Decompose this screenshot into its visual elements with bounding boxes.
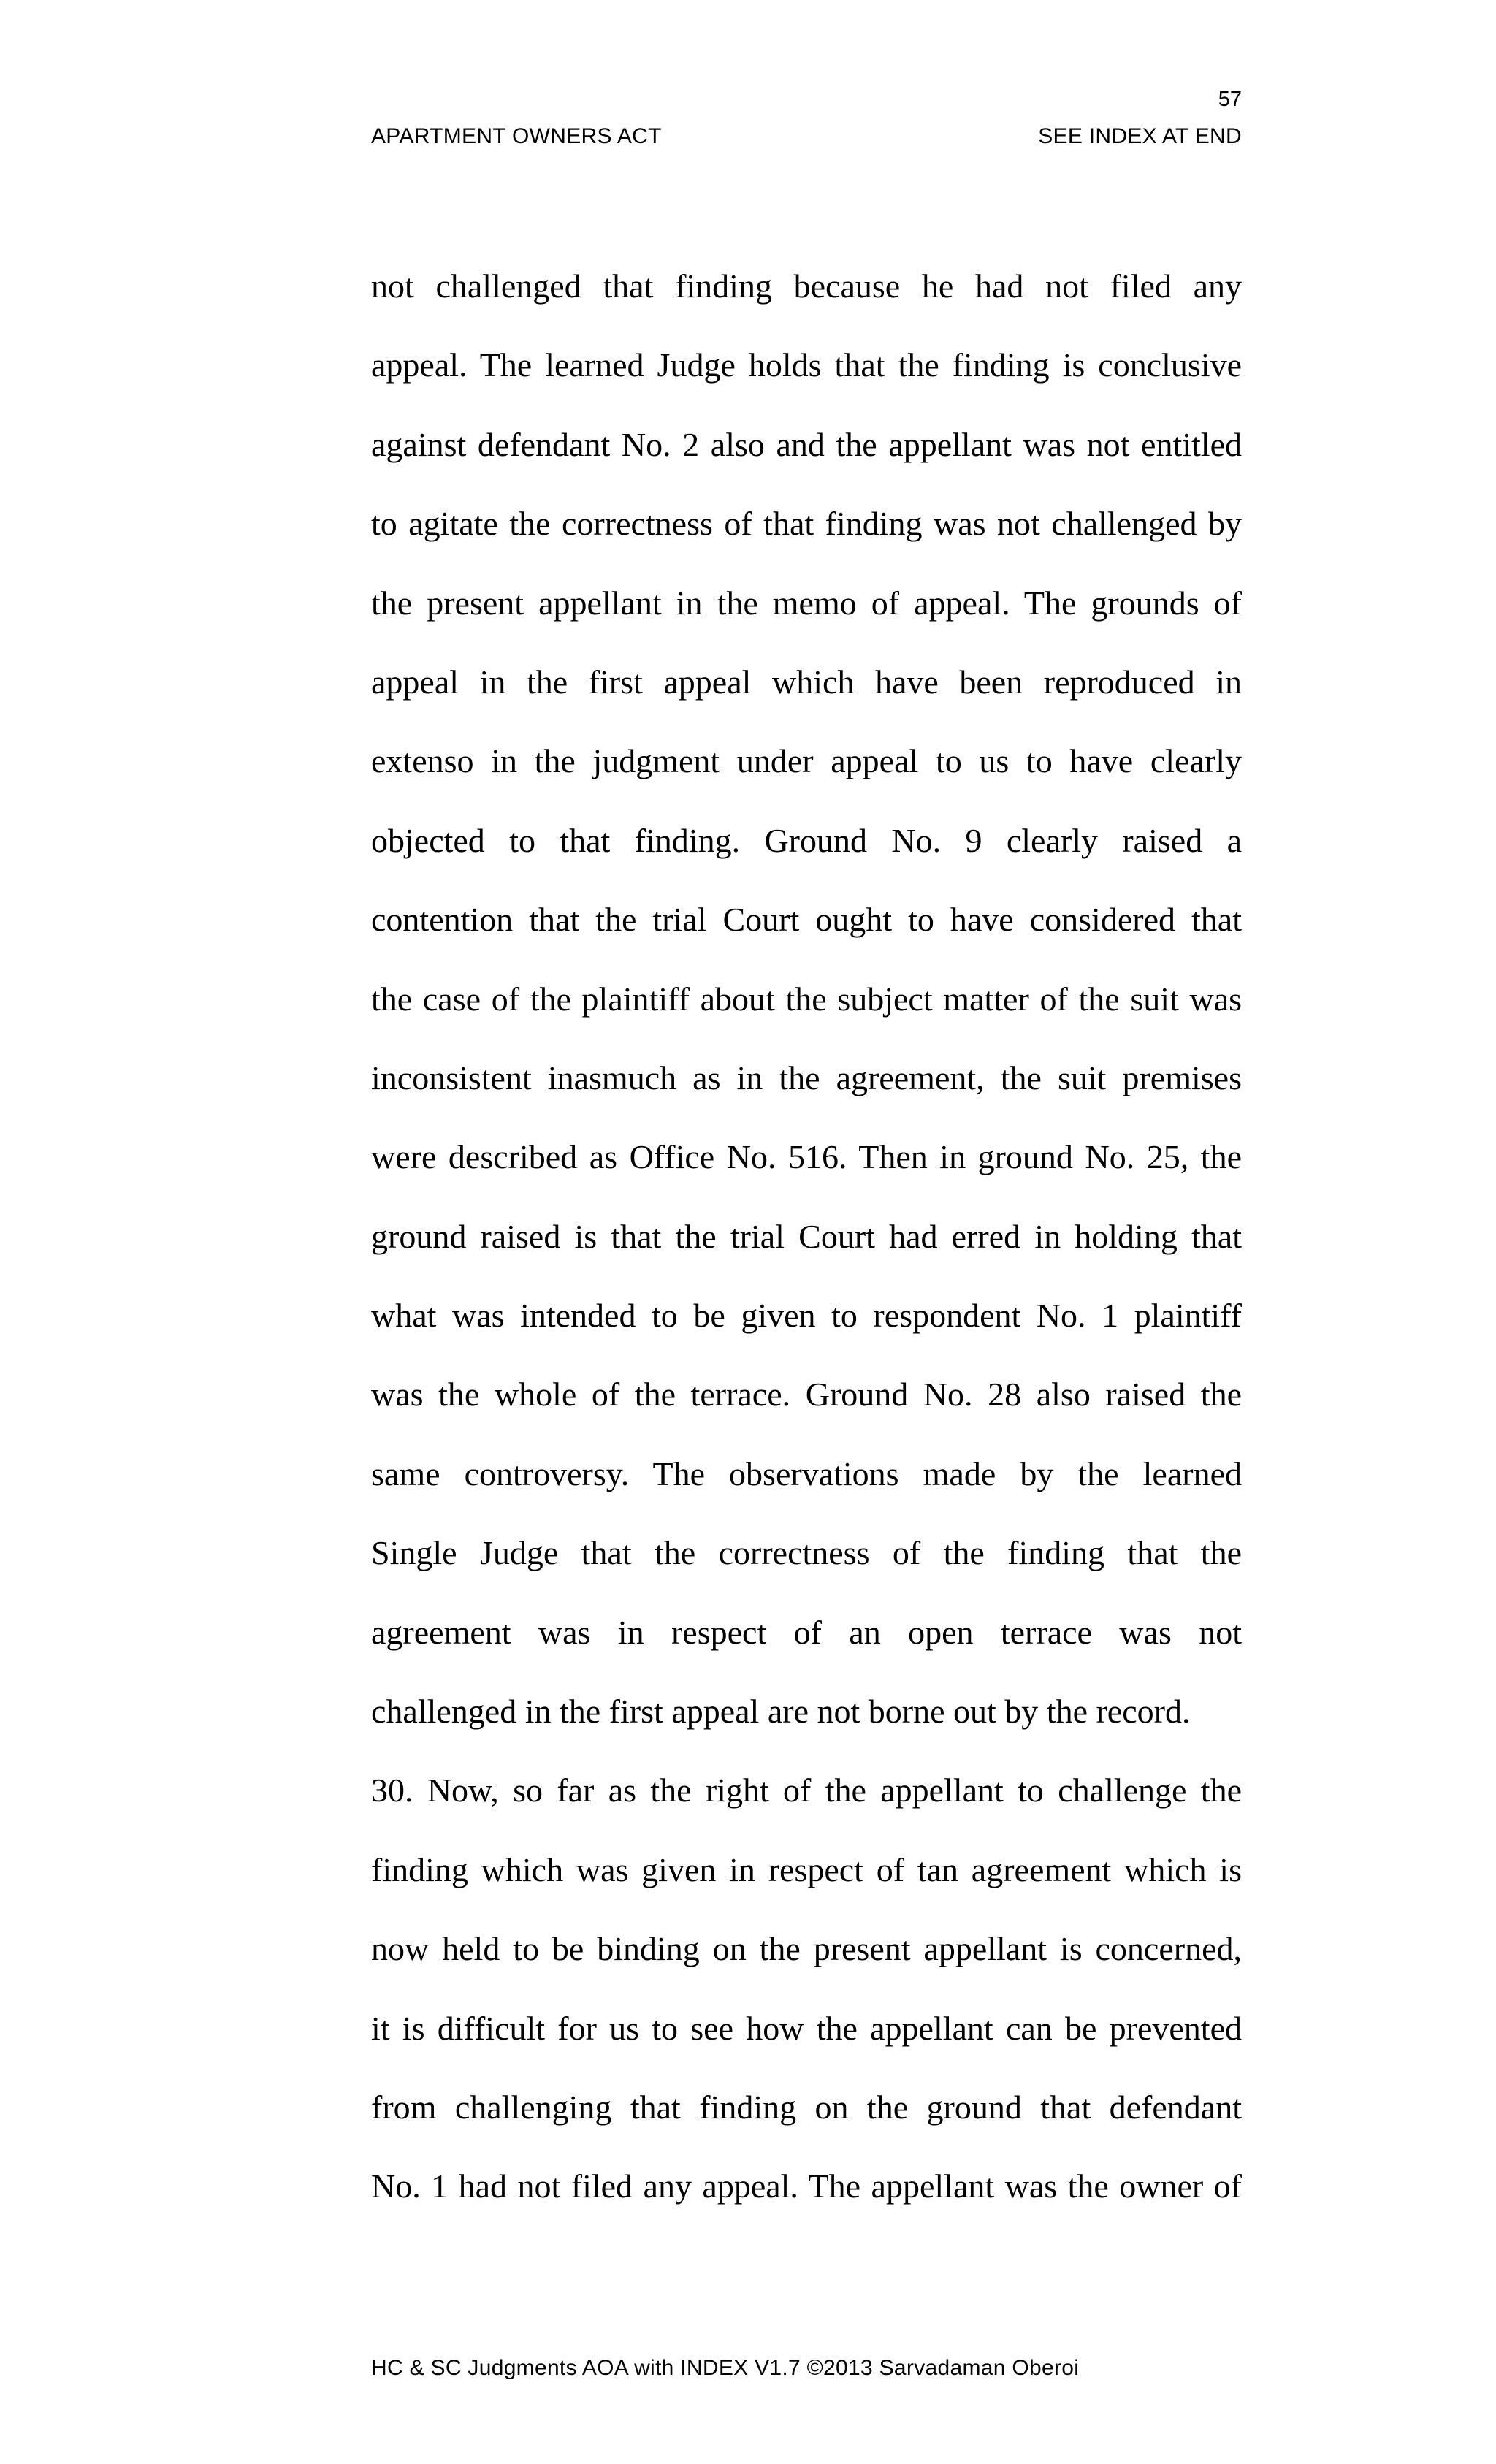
judgment-body-text — [371, 257, 1242, 2237]
text-line: what was intended to be given to respondent No. 1 plaintiff — [371, 1297, 1242, 1335]
text-line: the case of the plaintiff about the subject matter of the suit was — [371, 980, 1242, 1018]
text-line: same controversy. The observations made by the learned — [371, 1454, 1242, 1492]
text-line: not challenged that finding because he had not filed any — [371, 267, 1242, 305]
text-line: No. 1 had not filed any appeal. The appellant was the owner of — [371, 2167, 1242, 2205]
running-header-title: APARTMENT OWNERS ACT — [371, 124, 662, 148]
text-line: was the whole of the terrace. Ground No. 28 also raised the — [371, 1376, 1242, 1414]
text-line: against defendant No. 2 also and the appellant was not entitled — [371, 425, 1242, 463]
text-line: appeal. The learned Judge holds that the finding is conclusive — [371, 346, 1242, 384]
text-line: appeal in the first appeal which have been reproduced in — [371, 663, 1242, 701]
text-line: contention that the trial Court ought to have considered that — [371, 901, 1242, 939]
text-line: now held to be binding on the present appellant is concerned, — [371, 1930, 1242, 1968]
page-number: 57 — [1218, 88, 1242, 111]
text-line: were described as Office No. 516. Then in ground No. 25, the — [371, 1138, 1242, 1176]
text-line: agreement was in respect of an open terrace was not — [371, 1613, 1242, 1651]
text-line: the present appellant in the memo of appeal. The grounds of — [371, 584, 1242, 622]
text-line: it is difficult for us to see how the appellant can be prevented — [371, 2009, 1242, 2047]
footer-copyright: HC & SC Judgments AOA with INDEX V1.7 ©2013 Sarvadaman Oberoi — [371, 2356, 1080, 2380]
text-line: objected to that finding. Ground No. 9 clearly raised a — [371, 821, 1242, 859]
text-line: from challenging that finding on the ground that defendant — [371, 2088, 1242, 2126]
text-line: to agitate the correctness of that finding was not challenged by — [371, 505, 1242, 543]
text-line: finding which was given in respect of tan agreement which is — [371, 1850, 1242, 1888]
text-line: inconsistent inasmuch as in the agreement, the suit premises — [371, 1059, 1242, 1096]
running-header-index-note: SEE INDEX AT END — [1038, 124, 1242, 148]
text-line: ground raised is that the trial Court had erred in holding that — [371, 1217, 1242, 1255]
text-line: 30. Now, so far as the right of the appellant to challenge the — [371, 1771, 1242, 1809]
text-line: Single Judge that the correctness of the finding that the — [371, 1534, 1242, 1572]
text-line: challenged in the first appeal are not borne out by the record. — [371, 1693, 1191, 1731]
text-line: extenso in the judgment under appeal to us to have clearly — [371, 742, 1242, 780]
